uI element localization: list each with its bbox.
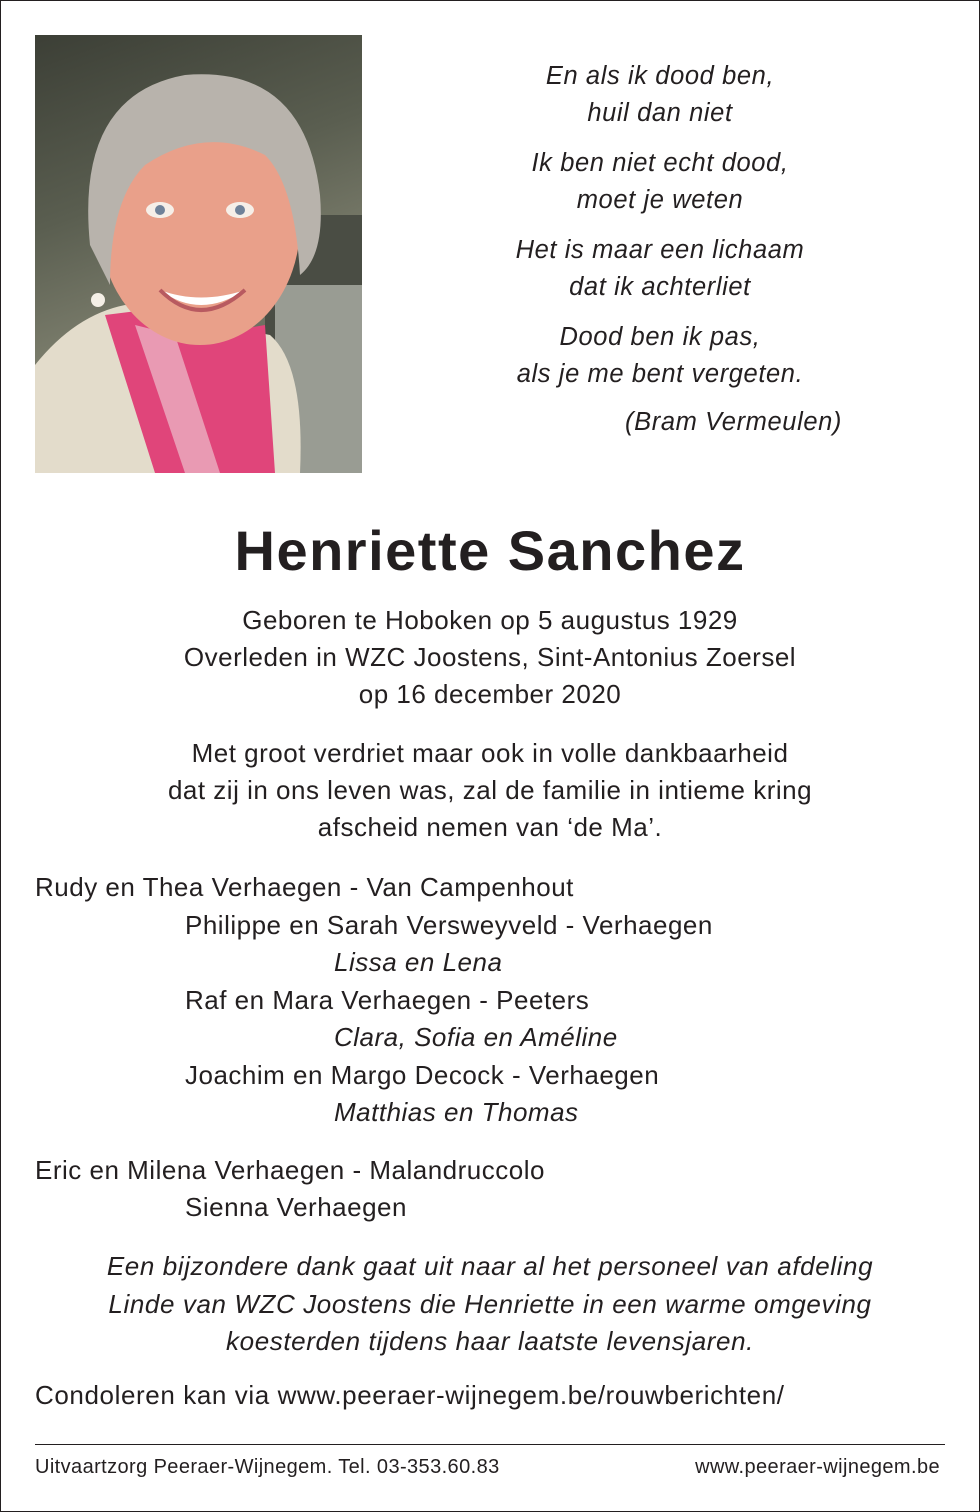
family-child: Philippe en Sarah Versweyveld - Verhaegen	[185, 909, 713, 940]
poem-stanza	[470, 58, 850, 132]
family-grandchildren: Lissa en Lena	[334, 947, 503, 977]
footer-funeral-home: Uitvaartzorg Peeraer-Wijnegem. Tel. 03-353.60.83	[35, 1456, 500, 1478]
poem-line: moet je weten	[576, 186, 744, 214]
announcement	[0, 735, 980, 846]
portrait-photo	[35, 35, 362, 473]
announcement-line: dat zij in ons leven was, zal de familie in intieme kring	[167, 775, 813, 805]
death-line: Overleden in WZC Joostens, Sint-Antonius Zoersel	[183, 642, 797, 672]
poem-stanza	[470, 232, 850, 306]
poem-line: Ik ben niet echt dood,	[531, 149, 789, 177]
family-grandchildren: Clara, Sofia en Améline	[334, 1022, 618, 1052]
poem-line: dat ik achterliet	[569, 273, 751, 301]
announcement-line: Met groot verdriet maar ook in volle dankbaarheid	[191, 738, 789, 768]
footer-website: www.peeraer-wijnegem.be	[695, 1456, 940, 1478]
family-child: Joachim en Margo Decock - Verhaegen	[185, 1059, 660, 1090]
family-list	[35, 869, 955, 1227]
family-spacer	[35, 1132, 955, 1152]
deceased-details	[0, 602, 980, 713]
family-child: Sienna Verhaegen	[185, 1192, 407, 1222]
deceased-name: Henriette Sanchez	[234, 519, 746, 582]
thanks-line: Linde van WZC Joostens die Henriette in een warme omgeving	[108, 1288, 872, 1319]
death-date-line: op 16 december 2020	[358, 679, 622, 709]
poem-line: als je me bent vergeten.	[516, 360, 804, 388]
poem-line: Het is maar een lichaam	[515, 236, 805, 264]
family-grandchildren: Matthias en Thomas	[334, 1097, 579, 1127]
birth-line: Geboren te Hoboken op 5 augustus 1929	[242, 605, 738, 635]
thanks-line: Een bijzondere dank gaat uit naar al het personeel van afdeling	[106, 1251, 874, 1281]
poem-stanza	[470, 319, 850, 393]
poem-stanza	[470, 145, 850, 219]
poem-line: En als ik dood ben,	[545, 62, 775, 90]
thanks-line: koesterden tijdens haar laatste levensjaren.	[226, 1326, 754, 1356]
poem	[470, 58, 850, 441]
portrait-photo-icon	[35, 35, 362, 473]
poem-line: huil dan niet	[587, 99, 733, 127]
poem-author: (Bram Vermeulen)	[625, 408, 842, 436]
poem-line: Dood ben ik pas,	[559, 323, 761, 351]
family-child: Raf en Mara Verhaegen - Peeters	[185, 984, 590, 1015]
family-head: Eric en Milena Verhaegen - Malandruccolo	[35, 1154, 545, 1185]
condolences-text: Condoleren kan via www.peeraer-wijnegem.be/rouwberichten/	[35, 1380, 785, 1410]
footer-divider	[35, 1444, 945, 1445]
family-head: Rudy en Thea Verhaegen - Van Campenhout	[35, 872, 574, 902]
thanks-note	[0, 1248, 980, 1361]
announcement-line: afscheid nemen van ‘de Ma’.	[317, 812, 663, 842]
